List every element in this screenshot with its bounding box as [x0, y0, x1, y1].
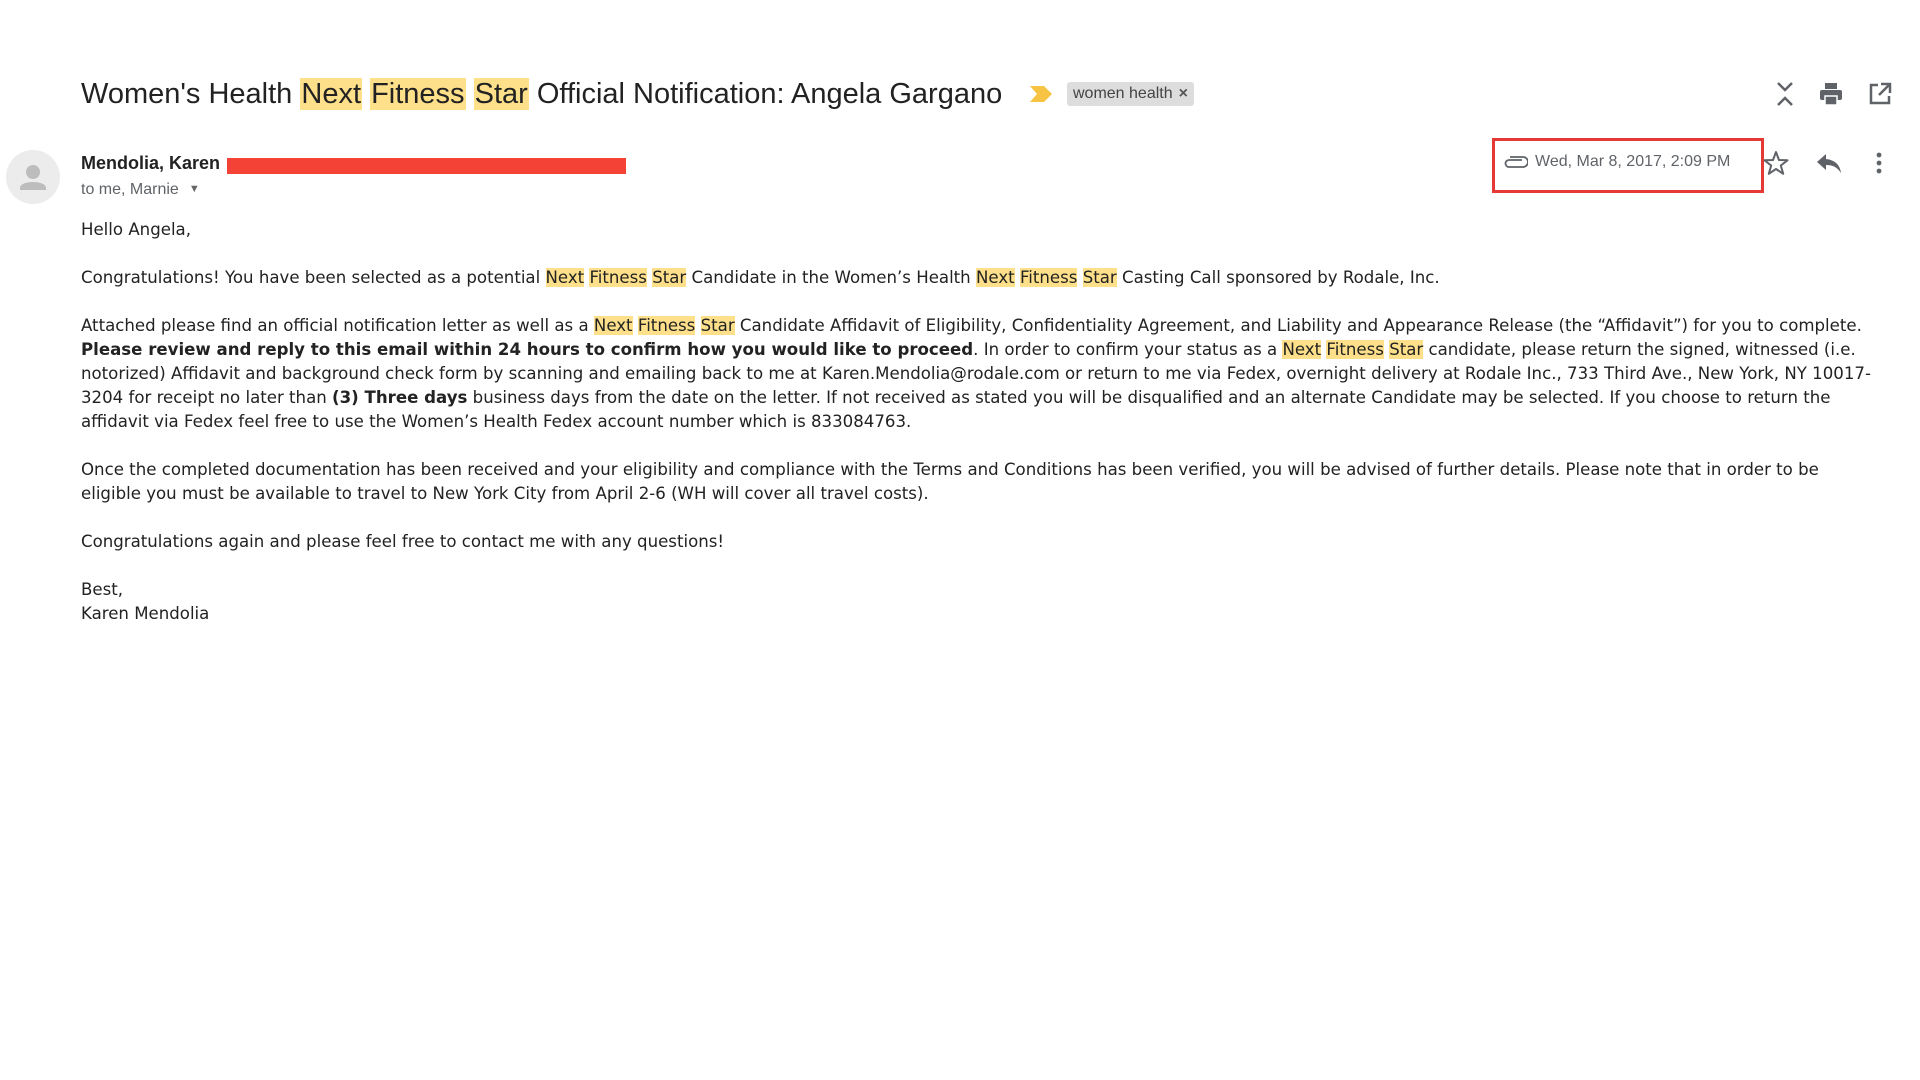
label-chip[interactable] [1067, 82, 1194, 106]
body-highlight: Fitness [1019, 268, 1078, 287]
greeting: Hello Angela, [81, 220, 191, 239]
importance-marker-icon[interactable] [1030, 86, 1052, 102]
body-text: candidate, please return the signed, witnessed (i.e. notorized) Affidavit and background check form by scanning and emailing back to me at Karen.Mendolia@rodale.com or return to me via Fedex, overnight delivery at Rodale Inc., 733 Third Ave., New York, NY 10017-3204 for receipt no later than [81, 340, 1871, 407]
default-avatar-icon [6, 150, 60, 204]
redaction-bar [227, 158, 626, 174]
print-icon[interactable] [1817, 80, 1845, 108]
email-subject [81, 74, 1002, 114]
body-text: Congratulations! You have been selected as a potential [81, 268, 546, 287]
body-text: . In order to confirm your status as a [973, 340, 1283, 359]
remove-label-icon[interactable]: × [1178, 85, 1188, 102]
body-text: Candidate in the Women’s Health [686, 268, 976, 287]
body-highlight: Star [1082, 268, 1117, 287]
body-highlight: Fitness [1326, 340, 1384, 359]
star-icon[interactable] [1763, 150, 1789, 176]
body-highlight: Next [593, 316, 633, 335]
more-vertical-icon[interactable] [1866, 150, 1892, 176]
body-bold: (3) Three days [332, 388, 468, 407]
body-highlight: Next [975, 268, 1015, 287]
subject-text: Official Notification: Angela Gargano [528, 78, 1003, 110]
body-bold: Please review and reply to this email within 24 hours to confirm how you would like to proceed [81, 340, 974, 359]
subject-text: Women's Health [81, 78, 301, 110]
sender-name[interactable]: Mendolia, Karen [81, 153, 221, 173]
email-date: Wed, Mar 8, 2017, 2:09 PM [1535, 153, 1731, 170]
body-highlight: Star [700, 316, 735, 335]
body-highlight: Star [652, 268, 687, 287]
open-in-new-window-icon[interactable] [1866, 80, 1894, 108]
body-text: Casting Call sponsored by Rodale, Inc. [1116, 268, 1440, 287]
subject-highlight: Next [301, 78, 362, 110]
signature: Karen Mendolia [81, 604, 210, 623]
body-highlight: Star [1389, 340, 1424, 359]
email-body [81, 218, 1881, 626]
recipients-text: to me, Marnie [81, 181, 179, 198]
paragraph-1 [81, 266, 1881, 290]
body-text: Attached please find an official notification letter as well as a [81, 316, 594, 335]
body-highlight: Fitness [637, 316, 696, 335]
paragraph-4: Congratulations again and please feel free to contact me with any questions! [81, 532, 725, 551]
closing: Best, [81, 580, 124, 599]
avatar[interactable] [6, 150, 60, 204]
paragraph-2 [81, 314, 1881, 434]
reply-icon[interactable] [1815, 150, 1843, 176]
attachment-icon [1502, 155, 1528, 171]
body-highlight: Next [1282, 340, 1322, 359]
label-text: women health [1073, 85, 1173, 102]
body-text: Candidate Affidavit of Eligibility, Confidentiality Agreement, and Liability and Appearance Release (the “Affidavit”) for you to complete. [734, 316, 1862, 335]
subject-highlight: Fitness [371, 78, 465, 110]
body-highlight: Next [545, 268, 585, 287]
subject-highlight: Star [474, 78, 528, 110]
paragraph-3: Once the completed documentation has been received and your eligibility and compliance with the Terms and Conditions has been verified, you will be advised of further details. Please note that in order to be eligible you must be available to travel to New York City from April 2-6 (WH will cover all travel costs). [81, 460, 1819, 503]
collapse-all-icon[interactable] [1771, 80, 1799, 108]
chevron-down-icon[interactable]: ▼ [188, 183, 200, 195]
recipients-line[interactable] [81, 181, 200, 199]
body-text: business days from the date on the letter. If not received as stated you will be disqualified and an alternate Candidate may be selected. If you choose to return the affidavit via Fedex feel free to use the Women’s Health Fedex account number which is 833084763. [81, 388, 1831, 431]
body-highlight: Fitness [589, 268, 647, 287]
